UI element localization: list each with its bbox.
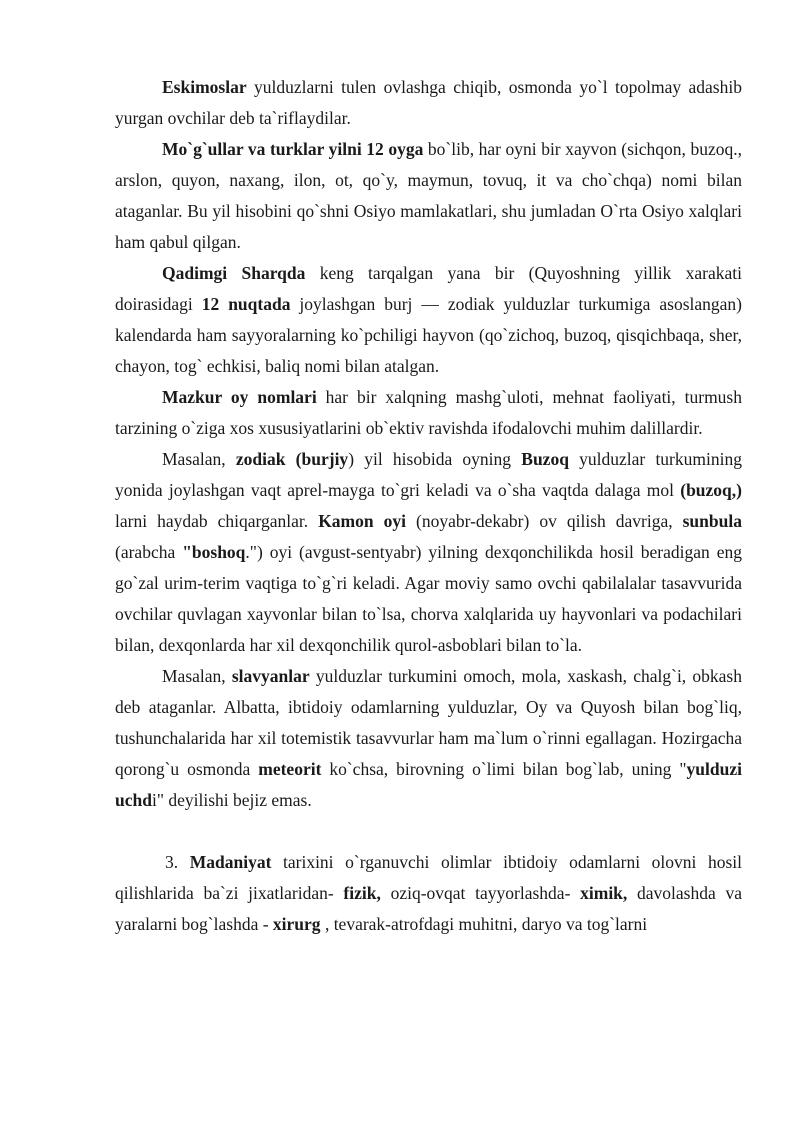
text-run: i" deyilishi bejiz emas. xyxy=(151,790,312,810)
text-run: keng tarqalgan yana bir (Quyoshning yillik xarakati doirasidagi xyxy=(115,263,742,314)
paragraph-slavyanlar-example xyxy=(115,661,742,816)
paragraph-mazkur-oy-nomlari xyxy=(115,382,742,444)
bold-term: zodiak (burjiy xyxy=(235,449,349,469)
bold-term: ximik, xyxy=(580,883,628,903)
bold-term: Eskimoslar xyxy=(162,77,247,97)
bold-term: Kamon oyi xyxy=(318,511,406,531)
bold-term: fizik, xyxy=(343,883,381,903)
document-body xyxy=(115,72,742,940)
bold-term: slavyanlar xyxy=(231,666,310,686)
text-run: yulduzlarni tulen ovlashga chiqib, osmonda yo`l topolmay adashib yurgan ovchilar deb ta`riflaydilar. xyxy=(115,77,742,128)
bold-term: Mo`g`ullar va turklar yilni 12 oyga xyxy=(162,139,424,159)
text-run: Masalan, xyxy=(162,449,236,469)
text-run: Masalan, xyxy=(162,666,232,686)
bold-term: xirurg xyxy=(272,914,321,934)
paragraph-qadimgi-sharqda xyxy=(115,258,742,382)
text-run: oziq-ovqat tayyorlashda- xyxy=(380,883,581,903)
text-run: joylashgan burj — zodiak yulduzlar turkumiga asoslangan) kalendarda ham sayyoralarning ko`pchiligi hayvon (qo`zichoq, buzoq, qisqichbaqa, sher, chayon, tog` echkisi, baliq nomi bilan atalgan. xyxy=(115,294,742,376)
paragraph-mogullar xyxy=(115,134,742,258)
text-run: 3. xyxy=(165,852,190,872)
bold-term: Mazkur oy nomlari xyxy=(162,387,317,407)
text-run: ko`chsa, birovning o`limi bilan bog`lab, uning " xyxy=(321,759,687,779)
bold-term: Madaniyat xyxy=(189,852,272,872)
bold-term: sunbula xyxy=(682,511,742,531)
text-run: , tevarak-atrofdagi muhitni, daryo va tog`larni xyxy=(320,914,648,934)
text-run: har bir xalqning mashg`uloti, mehnat faoliyati, turmush tarzining o`ziga xos xususiyatlarini ob`ektiv ravishda ifodalovchi muhim dalillardir. xyxy=(115,387,742,438)
bold-term: meteorit xyxy=(258,759,322,779)
text-run: (arabcha xyxy=(115,542,183,562)
text-run: tarixini o`rganuvchi olimlar ibtidoiy odamlarni olovni hosil qilishlarida ba`zi jixatlaridan- xyxy=(115,852,742,903)
bold-term: (buzoq,) xyxy=(680,480,742,500)
text-run: (noyabr-dekabr) ov qilish davriga, xyxy=(405,511,683,531)
bold-term: Qadimgi Sharqda xyxy=(162,263,306,283)
paragraph-eskimoslar xyxy=(115,72,742,134)
bold-term: "boshoq xyxy=(182,542,246,562)
paragraph-madaniyat xyxy=(115,847,742,940)
text-run: bo`lib, har oyni bir xayvon (sichqon, buzoq., arslon, quyon, naxang, ilon, ot, qo`y, maymun, tovuq, it va cho`chqa) nomi bilan ataganlar. Bu yil hisobini qo`shni Osiyo mamlakatlari, shu jumladan O`rta Osiyo xalqlari ham qabul qilgan. xyxy=(115,139,742,252)
bold-term: 12 nuqtada xyxy=(201,294,291,314)
text-run: yulduzlar turkumini omoch, mola, xaskash, chalg`i, obkash deb ataganlar. Albatta, ibtidoiy odamlarning yulduzlar, Oy va Quyosh bilan bog`liq, tushunchalarida har xil totemistik tasavvurlar ham ma`lum o`rinni egallagan. Hozirgacha qorong`u osmonda xyxy=(115,666,742,779)
text-run: yulduzlar turkumining yonida joylashgan vaqt aprel-mayga to`gri keladi va o`sha vaqtda dalaga mol xyxy=(115,449,742,500)
bold-term: Buzoq xyxy=(521,449,569,469)
text-run: larni haydab chiqarganlar. xyxy=(115,511,319,531)
text-run: ) yil hisobida oyning xyxy=(348,449,522,469)
bold-term: yulduzi uchd xyxy=(115,759,742,810)
text-run: .") oyi (avgust-sentyabr) yilning dexqonchilikda hosil beradigan eng go`zal urim-terim vaqtiga to`g`ri keladi. Agar moviy samo ovchi qabilalalar tasavvurida ovchilar quvlagan xayvonlar bilan to`lsa, chorva xalqlarida uy hayvonlari va podachilari bilan, dexqonlarda har xil dexqonchilik qurol-asboblari bilan to`la. xyxy=(115,542,742,655)
text-run: davolashda va yaralarni bog`lashda - xyxy=(115,883,742,934)
blank-line xyxy=(115,816,742,847)
paragraph-zodiak-example xyxy=(115,444,742,661)
